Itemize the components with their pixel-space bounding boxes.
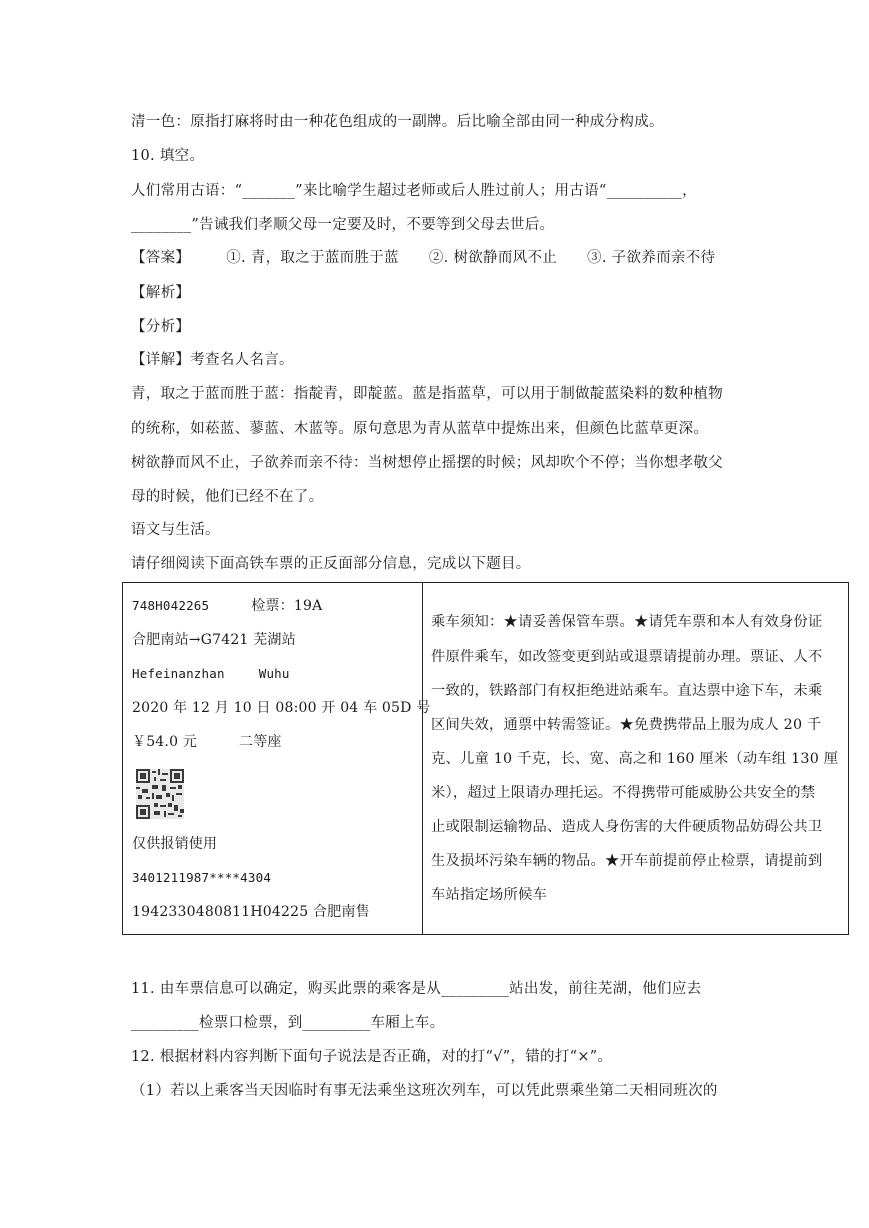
answer-item-1: ①. 青，取之于蓝而胜于蓝 [226,250,399,266]
instruction-line: 请仔细阅读下面高铁车票的正反面部分信息，完成以下题目。 [131,556,531,572]
explanation-line-1: 青，取之于蓝而胜于蓝：指靛青，即靛蓝。蓝是指蓝草，可以用于制做靛蓝染料的数种植物 [131,386,723,402]
fenxi-label: 【分析】 [131,319,191,335]
ticket-notice-line-7: 止或限制运输物品、造成人身伤害的大件硬质物品妨碍公共卫 [431,819,823,835]
ticket-to-pinyin: Wuhu [258,666,290,681]
ticket-notice-line-1: 乘车须知：★请妥善保管车票。★请凭车票和本人有效身份证 [431,614,823,630]
question-11-line-1: 11. 由车票信息可以确定，购买此票的乘客是从_________站出发，前往芜湖，他们应去 [131,981,702,997]
analysis-label: 【解析】 [131,285,191,301]
explanation-line-2: 的统称，如菘蓝、蓼蓝、木蓝等。原句意思为青从蓝草中提炼出来，但颜色比蓝草更深。 [131,421,709,437]
ticket-gate: 检票：19A [251,598,323,614]
question-10-text-1: 人们常用古语：“_______”来比喻学生超过老师或后人胜过前人；用古语“__________， [131,183,697,199]
ticket-seat-class: 二等座 [239,734,282,750]
ticket-serial: 1942330480811H04225 合肥南售 [132,904,370,920]
explanation-line-3: 树欲静而风不止，子欲养而亲不待：当树想停止摇摆的时候；风却吹个不停；当你想孝敬父 [131,455,723,471]
ticket-front [123,583,431,934]
ticket-notice-line-3: 一致的，铁路部门有权拒绝进站乘车。直达票中途下车，未乘 [431,683,823,699]
question-11-line-2: _________检票口检票，到_________车厢上车。 [131,1015,445,1031]
ticket-notice-line-5: 克、儿童 10 千克，长、宽、高之和 160 厘米（动车组 130 厘 [431,751,839,767]
ticket-from-pinyin: Hefeinanzhan [132,666,225,681]
explanation-line-4: 母的时候，他们已经不在了。 [131,489,324,505]
detail-label: 【详解】考查名人名言。 [131,352,294,368]
ticket-notice-line-2: 件原件乘车，如改签变更到站或退票请提前办理。票证、人不 [431,649,823,665]
question-10-text-2: ________”告诫我们孝顺父母一定要及时，不要等到父母去世后。 [131,217,555,233]
question-12-title: 12. 根据材料内容判断下面句子说法是否正确，对的打“√”，错的打“×”。 [131,1049,613,1065]
ticket-id-number: 3401211987****4304 [132,870,272,885]
ticket-notice-line-9: 车站指定场所候车 [431,887,547,903]
qr-code-icon [136,769,184,819]
ticket-datetime: 2020 年 12 月 10 日 08:00 开 04 车 05D 号 [132,700,431,716]
ticket-notice-line-8: 生及损坏污染车辆的物品。★开车前提前停止检票，请提前到 [431,853,823,869]
ticket-code: 748H042265 [132,598,210,613]
ticket-price: ￥54.0 元 [132,734,198,750]
answer-label: 【答案】 [131,250,191,266]
answer-item-3: ③. 子欲养而亲不待 [587,250,716,266]
ticket-back [423,583,848,934]
ticket-reimbursement-note: 仅供报销使用 [132,836,218,852]
answer-item-2: ②. 树欲静而风不止 [428,250,558,266]
line-qingyise: 清一色：原指打麻将时由一种花色组成的一副牌。后比喻全部由同一种成分构成。 [131,114,664,130]
question-10-title: 10. 填空。 [131,148,205,164]
ticket-table [122,582,849,935]
answer-row [131,248,715,268]
ticket-notice-line-6: 米），超过上限请办理托运。不得携带可能威胁公共安全的禁 [431,785,816,801]
section-title: 语文与生活。 [131,522,220,538]
ticket-notice-line-4: 区间失效，通票中转需签证。★免费携带品上服为成人 20 千 [431,717,822,733]
question-12-item-1: （1）若以上乘客当天因临时有事无法乘坐这班次列车，可以凭此票乘坐第二天相同班次的 [131,1083,718,1099]
ticket-route: 合肥南站→G7421 芜湖站 [132,632,296,648]
